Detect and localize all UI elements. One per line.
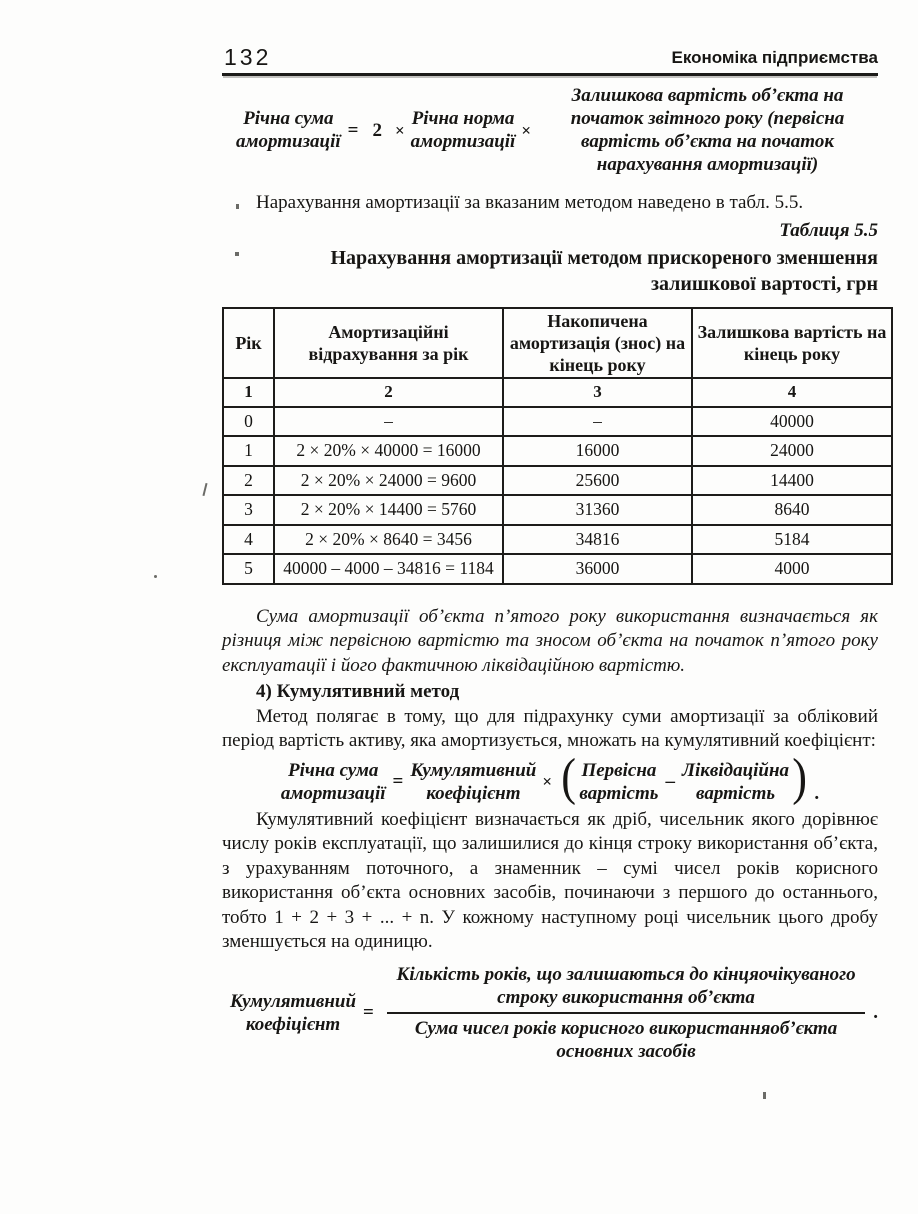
formula-liquidation-value [682, 759, 789, 805]
column-number: 2 [274, 378, 503, 407]
formula-line: амортизації [410, 131, 516, 152]
column-number-row [223, 378, 892, 407]
cell-year: 2 [223, 466, 274, 496]
formula-rate [411, 107, 516, 153]
formula-line: вартість [579, 782, 659, 804]
cell-residual: 4000 [692, 554, 892, 584]
formula-cumulative [222, 749, 878, 807]
column-number: 1 [223, 378, 274, 407]
formula-lhs [281, 759, 386, 805]
formula-initial-value [579, 759, 658, 805]
formula-line: Річна сума [287, 759, 379, 781]
multiply-sign: × [542, 772, 553, 791]
formula-line: Залишкова вартість об’єкта на [571, 85, 844, 106]
formula-double-declining [222, 84, 878, 176]
scan-artifact [763, 1092, 766, 1099]
column-header-accumulated: Накопичена амортизація (знос) на кінець року [503, 308, 692, 378]
column-header-residual: Залишкова вартість на кінець року [692, 308, 892, 378]
table-row [223, 554, 892, 584]
formula-coefficient-fraction [222, 963, 878, 1063]
column-number: 4 [692, 378, 892, 407]
formula-line: вартість [695, 782, 776, 804]
close-paren: ) [792, 749, 808, 807]
cell-deduction: 2 × 20% × 14400 = 5760 [274, 495, 503, 525]
formula-line: коефіцієнт [426, 782, 521, 804]
cell-deduction: 2 × 20% × 8640 = 3456 [274, 525, 503, 555]
cell-deduction: – [274, 407, 503, 437]
table-header-row [223, 308, 892, 378]
formula-line: Кількість років, що залишаються до кінця [396, 963, 759, 985]
column-number: 3 [503, 378, 692, 407]
formula-line: Сума чисел років корисного використання [414, 1017, 771, 1039]
fraction-numerator [387, 963, 865, 1014]
cell-deduction: 40000 – 4000 – 34816 = 1184 [274, 554, 503, 584]
multiply-sign: × [521, 120, 532, 140]
page-header [222, 44, 878, 76]
formula-line: Річна норма [411, 108, 515, 129]
formula-rhs [537, 84, 878, 176]
paragraph-intro: Нарахування амортизації за вказаним методом наведено в табл. 5.5. [256, 192, 804, 213]
table-row [223, 466, 892, 496]
paragraph-method: Метод полягає в тому, що для підрахунку суми амортизації за обліковий період вартість активу, яка амортизується, множать на кумулятивний коефіцієнт: [222, 705, 878, 751]
cumulative-method-heading: 4) Кумулятивний метод [256, 681, 460, 702]
formula-line: вартість об’єкта на початок [581, 131, 834, 152]
open-paren: ( [561, 749, 577, 807]
equals-sign: = [392, 771, 404, 792]
formula-line: амортизації [236, 131, 341, 152]
table-title: Нарахування амортизації методом прискореного зменшення залишкової вартості, грн [330, 246, 878, 295]
running-title: Економіка підприємства [671, 48, 878, 67]
formula-line: Річна сума [243, 108, 334, 129]
table-row [223, 525, 892, 555]
cell-residual: 14400 [692, 466, 892, 496]
formula-line: Первісна [581, 759, 657, 781]
amortization-table [222, 307, 893, 585]
formula-line: амортизації [280, 782, 386, 804]
cell-year: 1 [223, 436, 274, 466]
scan-artifact [235, 252, 239, 256]
fraction [387, 963, 865, 1063]
formula-lhs [230, 990, 356, 1036]
paragraph-sum-note: Сума амортизації об’єкта п’ятого року використання визначається як різниця між первісною вартістю та зносом об’єкта на початок п’ятого року експлуатації і його фактичною ліквідаційною вартістю. [222, 605, 878, 676]
coefficient-2: 2 [372, 119, 382, 141]
formula-line: нарахування амортизації) [596, 154, 819, 175]
scan-artifact [236, 204, 239, 209]
cell-year: 5 [223, 554, 274, 584]
formula-line: Кумулятивний [410, 759, 537, 781]
cell-year: 3 [223, 495, 274, 525]
cell-residual: 8640 [692, 495, 892, 525]
minus-sign: – [665, 771, 675, 792]
table-row [223, 407, 892, 437]
formula-line: коефіцієнт [245, 1013, 341, 1035]
cell-deduction: 2 × 20% × 24000 = 9600 [274, 466, 503, 496]
scan-artifact [202, 483, 207, 496]
cell-year: 0 [223, 407, 274, 437]
table-row [223, 436, 892, 466]
text-block [222, 44, 887, 1063]
table-label: Таблиця 5.5 [779, 219, 878, 241]
formula-period: . [814, 782, 820, 804]
multiply-sign: × [394, 120, 405, 140]
fraction-denominator [387, 1014, 865, 1063]
cell-residual: 40000 [692, 407, 892, 437]
page-number: 132 [222, 44, 281, 76]
formula-line: Кумулятивний [230, 990, 357, 1012]
table-row [223, 495, 892, 525]
formula-line: очікуваного строку використання об’єкта [497, 963, 856, 1008]
formula-line: Ліквідаційна [681, 759, 790, 781]
paragraph-coefficient: Кумулятивний коефіцієнт визначається як дріб, чисельник якого дорівнює числу років експлуатації, що залишилися до кінця строку використання об’єкта, з урахуванням поточного, а знаменник – сумі чисел років корисного використання об’єкта основних засобів, починаючи з першого до останнього, тобто 1 + 2 + 3 + ... + n. У кожному наступному році чисельник цього дробу зменшується на одиницю. [222, 808, 878, 952]
cell-residual: 24000 [692, 436, 892, 466]
cell-accumulated: 25600 [503, 466, 692, 496]
formula-coefficient [410, 759, 536, 805]
cell-year: 4 [223, 525, 274, 555]
cell-accumulated: 34816 [503, 525, 692, 555]
scan-artifact [154, 575, 157, 578]
cell-accumulated: 16000 [503, 436, 692, 466]
cell-residual: 5184 [692, 525, 892, 555]
formula-line: початок звітного року (первісна [570, 108, 845, 129]
cell-accumulated: – [503, 407, 692, 437]
formula-period: . [873, 1002, 878, 1023]
equals-sign: = [363, 1002, 374, 1023]
formula-line: об’єкта основних засобів [556, 1017, 838, 1062]
formula-lhs [236, 107, 341, 153]
column-header-deductions: Амортизаційні відрахування за рік [274, 308, 503, 378]
cell-accumulated: 31360 [503, 495, 692, 525]
cell-accumulated: 36000 [503, 554, 692, 584]
cell-deduction: 2 × 20% × 40000 = 16000 [274, 436, 503, 466]
equals-sign: = [347, 119, 359, 141]
column-header-year: Рік [223, 308, 274, 378]
